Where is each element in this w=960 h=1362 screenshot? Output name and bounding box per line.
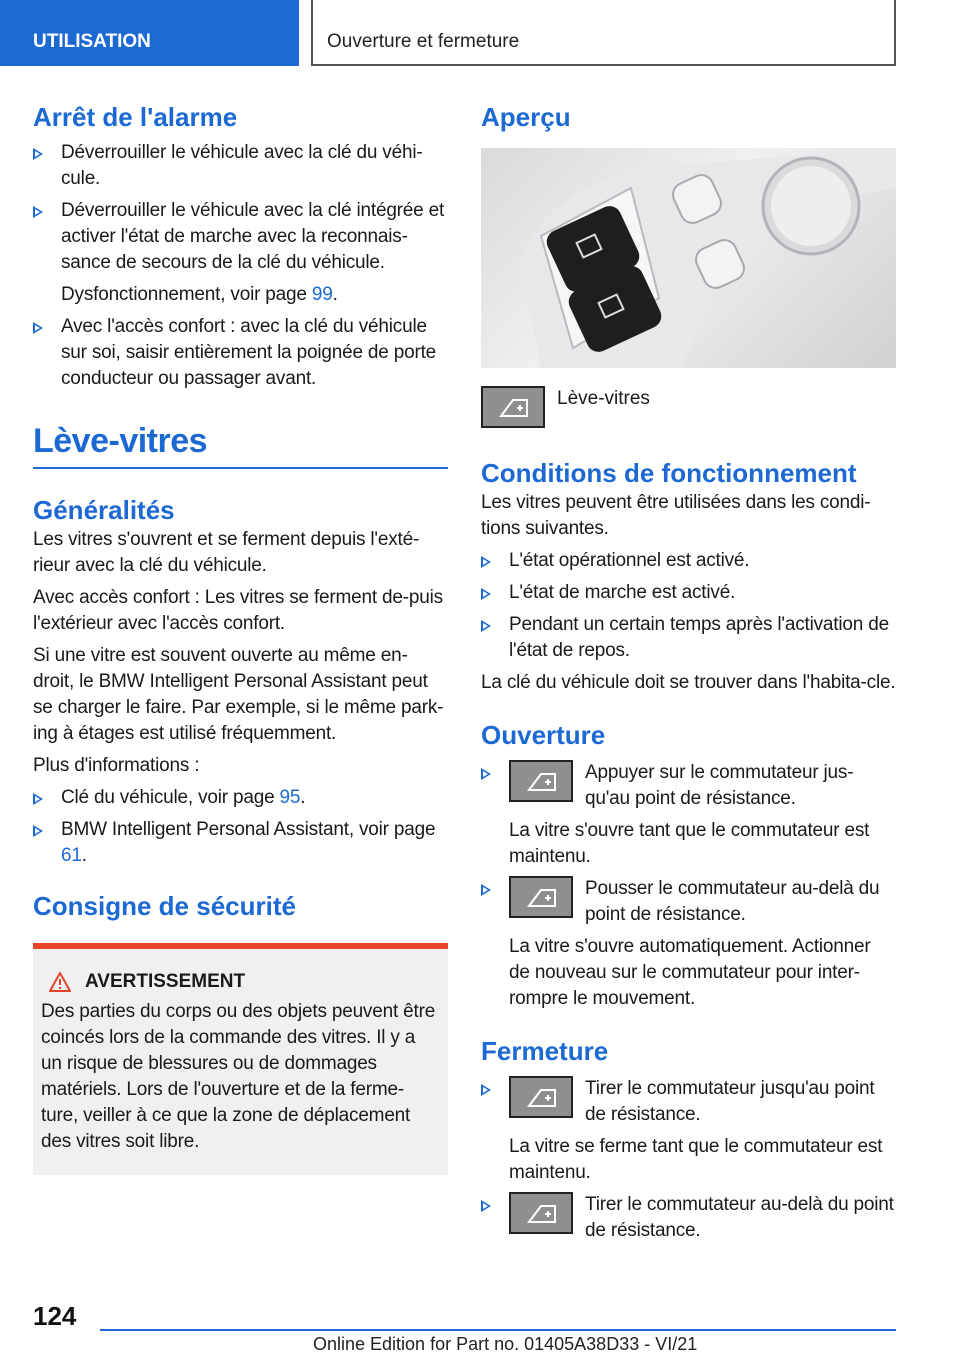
bullet-triangle-icon: [481, 768, 491, 780]
bullet-triangle-icon: [481, 884, 491, 896]
opening-note: La vitre s'ouvre tant que le commutateur est maintenu.: [509, 820, 870, 867]
general-paragraph: Si une vitre est souvent ouverte au même en-droit, le BMW Intelligent Personal Assistant peut se charger le faire. Par exemple, si le même park-ing à étages est utilisé fréquemment.: [33, 645, 444, 744]
switch-legend: [481, 386, 896, 428]
list-item: Clé du véhicule, voir page 95.: [33, 785, 448, 811]
window-switch-photo: [481, 148, 896, 368]
bullet-triangle-icon: [33, 206, 43, 218]
bullet-triangle-icon: [481, 620, 491, 632]
window-switch-icon: [509, 1192, 573, 1234]
opening-note: La vitre s'ouvre automatiquement. Actionner de nouveau sur le commutateur pour inter-rompre le mouvement.: [509, 936, 871, 1009]
bullet-triangle-icon: [33, 793, 43, 805]
list-item: L'état de marche est activé.: [481, 580, 896, 606]
section-tab: UTILISATION: [0, 0, 299, 66]
list-item: Pendant un certain temps après l'activation de l'état de repos.: [481, 612, 896, 664]
list-item: Avec l'accès confort : avec la clé du véhicule sur soi, saisir entièrement la poignée de porte conducteur ou passager avant.: [33, 314, 448, 392]
page-link-61[interactable]: 61: [61, 845, 82, 866]
warning-heading: AVERTISSEMENT: [41, 971, 440, 993]
general-title: Généralités: [33, 495, 175, 525]
warning-text: Des parties du corps ou des objets peuvent être coincés lors de la commande des vitres. Il y a un risque de blessures ou de dommages matériels. Lors de l'ouverture et de la ferme-ture, veiller à ce que la zone de déplacement des vitres soit libre.: [41, 1001, 436, 1152]
page-link-95[interactable]: 95: [279, 787, 301, 808]
left-column: [33, 100, 448, 1175]
bullet-triangle-icon: [481, 556, 491, 568]
switch-label: Lève-vitres: [557, 388, 650, 409]
bullet-triangle-icon: [33, 148, 43, 160]
general-paragraph: Avec accès confort : Les vitres se ferment de-puis l'extérieur avec l'accès confort.: [33, 587, 443, 634]
bullet-triangle-icon: [33, 825, 43, 837]
bullet-triangle-icon: [481, 1084, 491, 1096]
list-item: L'état opérationnel est activé.: [481, 548, 896, 574]
window-switch-icon: [509, 760, 573, 802]
list-item: BMW Intelligent Personal Assistant, voir page 61.: [33, 817, 448, 869]
list-item: Déverrouiller le véhicule avec la clé intégrée et activer l'état de marche avec la reconnais-sance de secours de la clé du véhicule.: [33, 198, 448, 276]
bullet-triangle-icon: [33, 322, 43, 334]
window-switch-icon: [509, 1076, 573, 1118]
bullet-triangle-icon: [481, 1200, 491, 1212]
window-switch-icon: [509, 876, 573, 918]
windows-title: Lève-vitres: [33, 422, 208, 460]
list-item: Tirer le commutateur au-delà du point de résistance.: [481, 1192, 896, 1244]
page-link-99[interactable]: 99: [311, 284, 333, 305]
edition-note: Online Edition for Part no. 01405A38D33 - VI/21: [313, 1334, 698, 1354]
window-switch-icon: [481, 386, 545, 428]
right-column: [481, 100, 896, 1244]
warning-triangle-icon: [49, 972, 71, 992]
opening-title: Ouverture: [481, 720, 606, 750]
page-header: [0, 0, 960, 66]
alarm-title: Arrêt de l'alarme: [33, 102, 238, 132]
list-item: Pousser le commutateur au-delà du point de résistance. La vitre s'ouvre automatiquement. Actionner de nouveau sur le commutateur pour inter-rompre le mouvement.: [481, 876, 896, 1012]
window-switch-illustration: [481, 148, 896, 368]
conditions-intro: Les vitres peuvent être utilisées dans les condi-tions suivantes.: [481, 492, 871, 539]
safety-title: Consigne de sécurité: [33, 891, 296, 921]
list-item: Appuyer sur le commutateur jus-qu'au point de résistance. La vitre s'ouvre tant que le commutateur est maintenu.: [481, 760, 896, 870]
list-item: Tirer le commutateur jusqu'au point de résistance. La vitre se ferme tant que le commutateur est maintenu.: [481, 1076, 896, 1186]
conditions-note: La clé du véhicule doit se trouver dans l'habita-cle.: [481, 672, 896, 693]
page-number: 124: [33, 1301, 77, 1331]
chapter-title: Ouverture et fermeture: [311, 0, 896, 66]
malfunction-ref: Dysfonctionnement, voir page 99.: [61, 284, 338, 305]
closing-note: La vitre se ferme tant que le commutateur est maintenu.: [509, 1136, 883, 1183]
overview-title: Aperçu: [481, 102, 571, 132]
warning-box: [33, 943, 448, 1175]
bullet-triangle-icon: [481, 588, 491, 600]
general-paragraph: Les vitres s'ouvrent et se ferment depuis l'exté-rieur avec la clé du véhicule.: [33, 529, 420, 576]
conditions-title: Conditions de fonctionnement: [481, 458, 857, 488]
footer-divider: [100, 1329, 896, 1331]
list-item: Déverrouiller le véhicule avec la clé du véhi-cule.: [33, 140, 448, 192]
more-info-label: Plus d'informations :: [33, 755, 200, 776]
closing-title: Fermeture: [481, 1036, 609, 1066]
